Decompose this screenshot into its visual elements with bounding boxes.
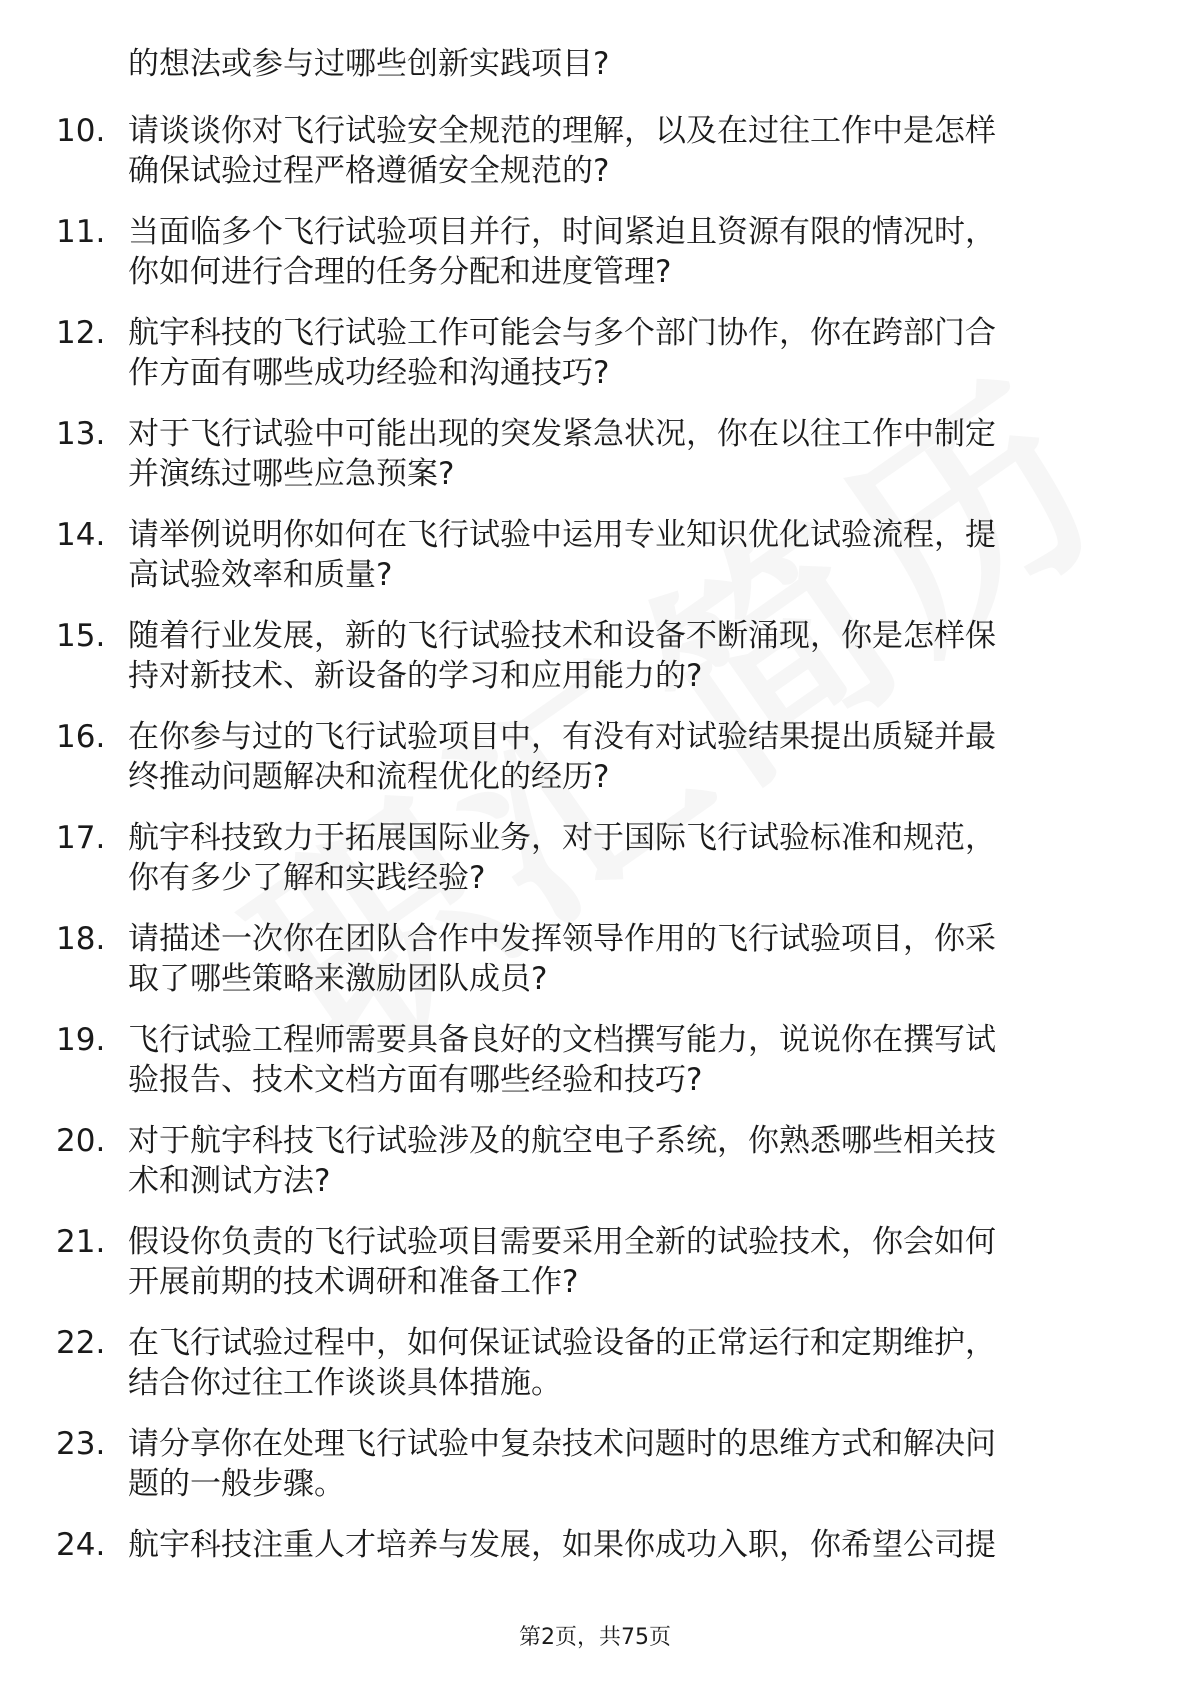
question-number: 17.	[56, 820, 106, 856]
question-text	[128, 1323, 1138, 1403]
question-number: 18.	[56, 921, 106, 957]
question-text-line: 请举例说明你如何在飞行试验中运用专业知识优化试验流程，提	[128, 517, 996, 553]
question-text	[128, 1424, 1138, 1504]
question-text-line: 航宇科技的飞行试验工作可能会与多个部门协作，你在跨部门合	[128, 315, 996, 351]
question-text-line: 对于飞行试验中可能出现的突发紧急状况，你在以往工作中制定	[128, 416, 996, 452]
question-item	[0, 1121, 1190, 1222]
question-number: 13.	[56, 416, 106, 452]
question-text-line: 请描述一次你在团队合作中发挥领导作用的飞行试验项目，你采	[128, 921, 996, 957]
question-item	[0, 1323, 1190, 1424]
question-text-line: 作方面有哪些成功经验和沟通技巧?	[128, 355, 610, 391]
question-number: 24.	[56, 1527, 106, 1563]
question-text-line: 假设你负责的飞行试验项目需要采用全新的试验技术，你会如何	[128, 1224, 996, 1260]
question-number: 23.	[56, 1426, 106, 1462]
question-text-line: 取了哪些策略来激励团队成员?	[128, 961, 548, 997]
question-text-line: 当面临多个飞行试验项目并行，时间紧迫且资源有限的情况时，	[128, 214, 996, 250]
question-item	[0, 919, 1190, 1020]
question-text	[128, 1222, 1138, 1302]
question-number: 14.	[56, 517, 106, 553]
question-text-line: 开展前期的技术调研和准备工作?	[128, 1264, 579, 1300]
question-text-line: 题的一般步骤。	[128, 1466, 345, 1502]
question-text	[128, 919, 1138, 999]
question-text	[128, 616, 1138, 696]
question-number: 10.	[56, 113, 106, 149]
question-text	[128, 717, 1138, 797]
question-text-line: 持对新技术、新设备的学习和应用能力的?	[128, 658, 703, 694]
question-text-line: 你有多少了解和实践经验?	[128, 860, 486, 896]
question-text-line: 请谈谈你对飞行试验安全规范的理解，以及在过往工作中是怎样	[128, 113, 996, 149]
question-text	[128, 414, 1138, 494]
question-text-line: 你如何进行合理的任务分配和进度管理?	[128, 254, 672, 290]
question-text-line: 高试验效率和质量?	[128, 557, 393, 593]
question-item	[0, 818, 1190, 919]
question-number: 19.	[56, 1022, 106, 1058]
question-item	[0, 515, 1190, 616]
question-text	[128, 313, 1138, 393]
question-text-line: 验报告、技术文档方面有哪些经验和技巧?	[128, 1062, 703, 1098]
question-list	[0, 111, 1190, 1626]
question-item	[0, 1020, 1190, 1121]
page-footer: 第2页，共75页	[519, 1625, 671, 1650]
question-text-line: 并演练过哪些应急预案?	[128, 456, 455, 492]
question-number: 21.	[56, 1224, 106, 1260]
question-item	[0, 212, 1190, 313]
question-item	[0, 414, 1190, 515]
question-text	[128, 818, 1138, 898]
question-text-line: 随着行业发展，新的飞行试验技术和设备不断涌现，你是怎样保	[128, 618, 996, 654]
question-text-line: 请分享你在处理飞行试验中复杂技术问题时的思维方式和解决问	[128, 1426, 996, 1462]
question-text	[128, 1121, 1138, 1201]
question-number: 16.	[56, 719, 106, 755]
question-text-line: 确保试验过程严格遵循安全规范的?	[128, 153, 610, 189]
question-text-line: 结合你过往工作谈谈具体措施。	[128, 1365, 562, 1401]
question-text	[128, 1020, 1138, 1100]
question-item	[0, 616, 1190, 717]
question-text-line: 航宇科技注重人才培养与发展，如果你成功入职，你希望公司提	[128, 1527, 996, 1563]
question-number: 20.	[56, 1123, 106, 1159]
question-text-line: 对于航宇科技飞行试验涉及的航空电子系统，你熟悉哪些相关技	[128, 1123, 996, 1159]
question-number: 11.	[56, 214, 106, 250]
question-number: 15.	[56, 618, 106, 654]
question-text-line: 终推动问题解决和流程优化的经历?	[128, 759, 610, 795]
question-text-line: 在你参与过的飞行试验项目中，有没有对试验结果提出质疑并最	[128, 719, 996, 755]
question-item	[0, 717, 1190, 818]
question-text	[128, 212, 1138, 292]
question-item	[0, 111, 1190, 212]
question-text	[128, 515, 1138, 595]
question-text-line: 术和测试方法?	[128, 1163, 331, 1199]
question-item	[0, 313, 1190, 414]
question-text	[128, 1525, 1138, 1565]
question-text-line: 飞行试验工程师需要具备良好的文档撰写能力，说说你在撰写试	[128, 1022, 996, 1058]
question-text-line: 在飞行试验过程中，如何保证试验设备的正常运行和定期维护，	[128, 1325, 996, 1361]
question-number: 22.	[56, 1325, 106, 1361]
question-text	[128, 111, 1138, 191]
question-item	[0, 1525, 1190, 1626]
question-number: 12.	[56, 315, 106, 351]
question-item	[0, 1222, 1190, 1323]
question-text-line: 航宇科技致力于拓展国际业务，对于国际飞行试验标准和规范，	[128, 820, 996, 856]
question-item	[0, 1424, 1190, 1525]
continuation-line: 的想法或参与过哪些创新实践项目?	[128, 46, 610, 82]
